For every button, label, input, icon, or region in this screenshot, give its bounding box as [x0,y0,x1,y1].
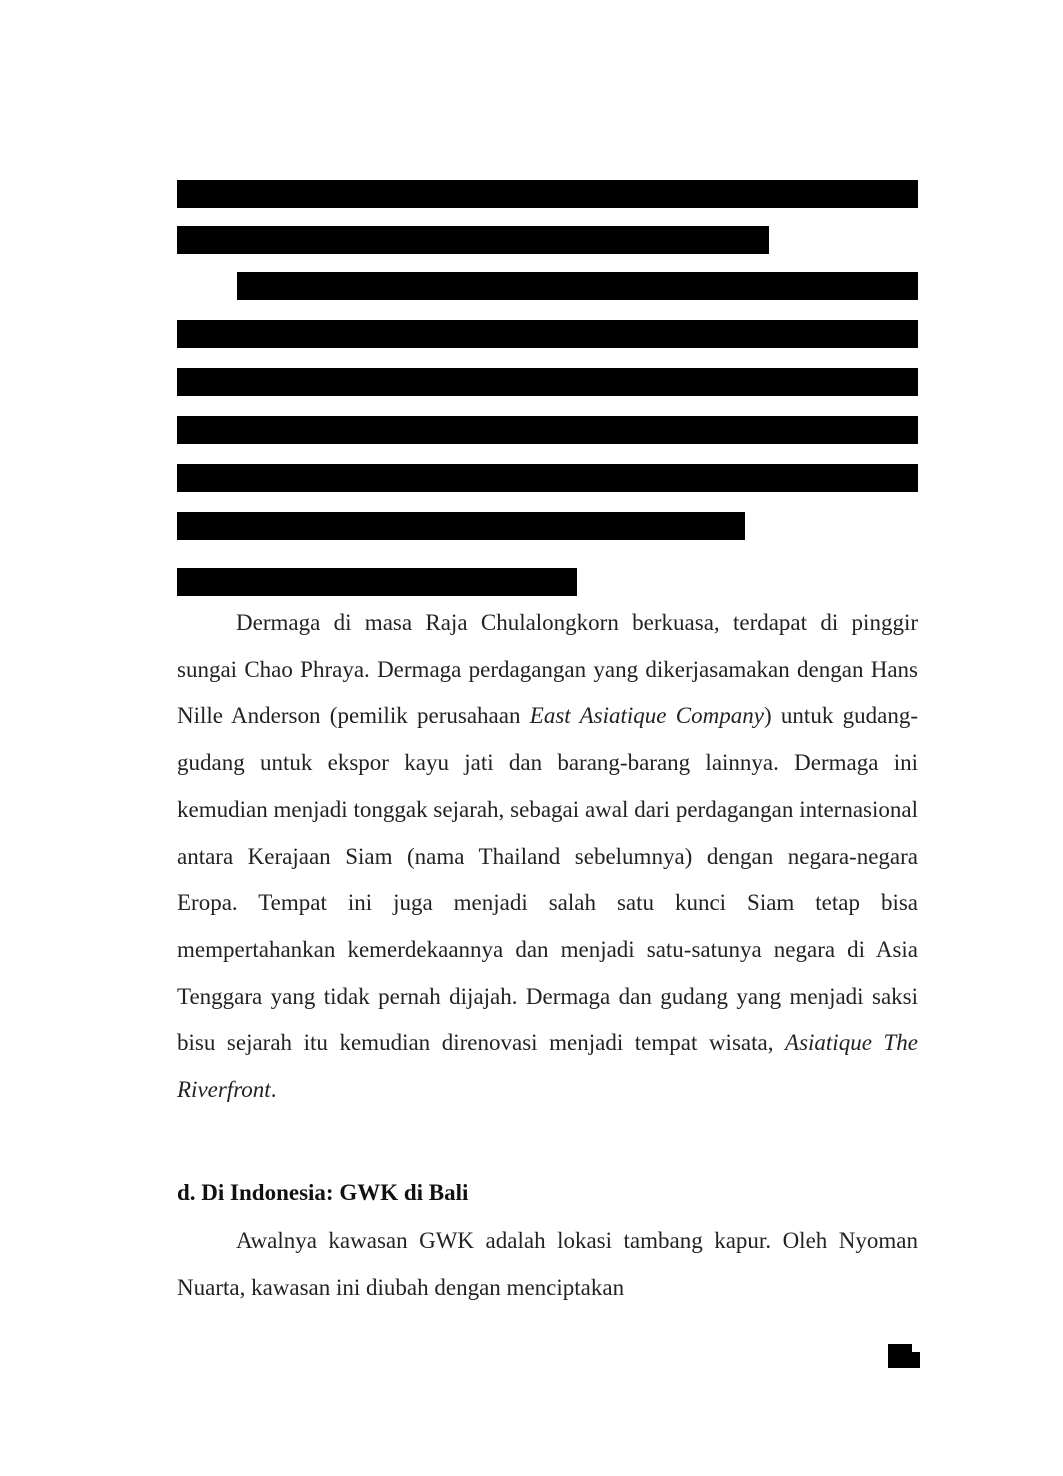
redacted-line [177,568,577,596]
redacted-line [177,320,918,348]
italic-place-name: Asiatique The Riverfront [177,1030,918,1103]
paragraph-text: Awalnya kawasan GWK adalah lokasi tambang kapur. Oleh Nyoman Nuarta, kawasan ini diubah dengan menciptakan [177,1228,918,1300]
redacted-line [177,368,918,396]
paragraph-text [177,600,918,1114]
redacted-line [177,180,918,208]
paragraph-asiatique [177,600,918,1114]
paragraph-gwk [177,1218,918,1311]
paragraph-text-span: Dermaga di masa Raja Chulalongkorn berkuasa, terdapat di pinggir sungai Chao Phraya. Dermaga perdagangan yang dikerjasamakan dengan Hans Nille Anderson (pemilik perusahaan [177,610,918,729]
redacted-line [177,226,769,254]
italic-company-name: East Asiatique Company [529,703,764,729]
redacted-page-number [888,1344,912,1368]
paragraph-text-span: . [270,1077,277,1103]
paragraph-text-span: ) untuk gudang-gudang untuk ekspor kayu jati dan barang-barang lainnya. Dermaga ini kemudian menjadi tonggak sejarah, sebagai awal dari perdagangan internasional antara Kerajaan Siam (nama Thailand sebelumnya) dengan negara-negara Eropa. Tempat ini juga menjadi salah satu kunci Siam tetap bisa mempertahankan kemerdekaannya dan menjadi satu-satunya negara di Asia Tenggara yang tidak pernah dijajah. Dermaga dan gudang yang menjadi saksi bisu sejarah itu kemudian direnovasi menjadi tempat wisata, [177,703,919,1056]
redacted-line [177,464,918,492]
redacted-line [237,272,918,300]
section-heading: d. Di Indonesia: GWK di Bali [177,1180,469,1205]
redacted-line [177,512,745,540]
redacted-line [177,416,918,444]
